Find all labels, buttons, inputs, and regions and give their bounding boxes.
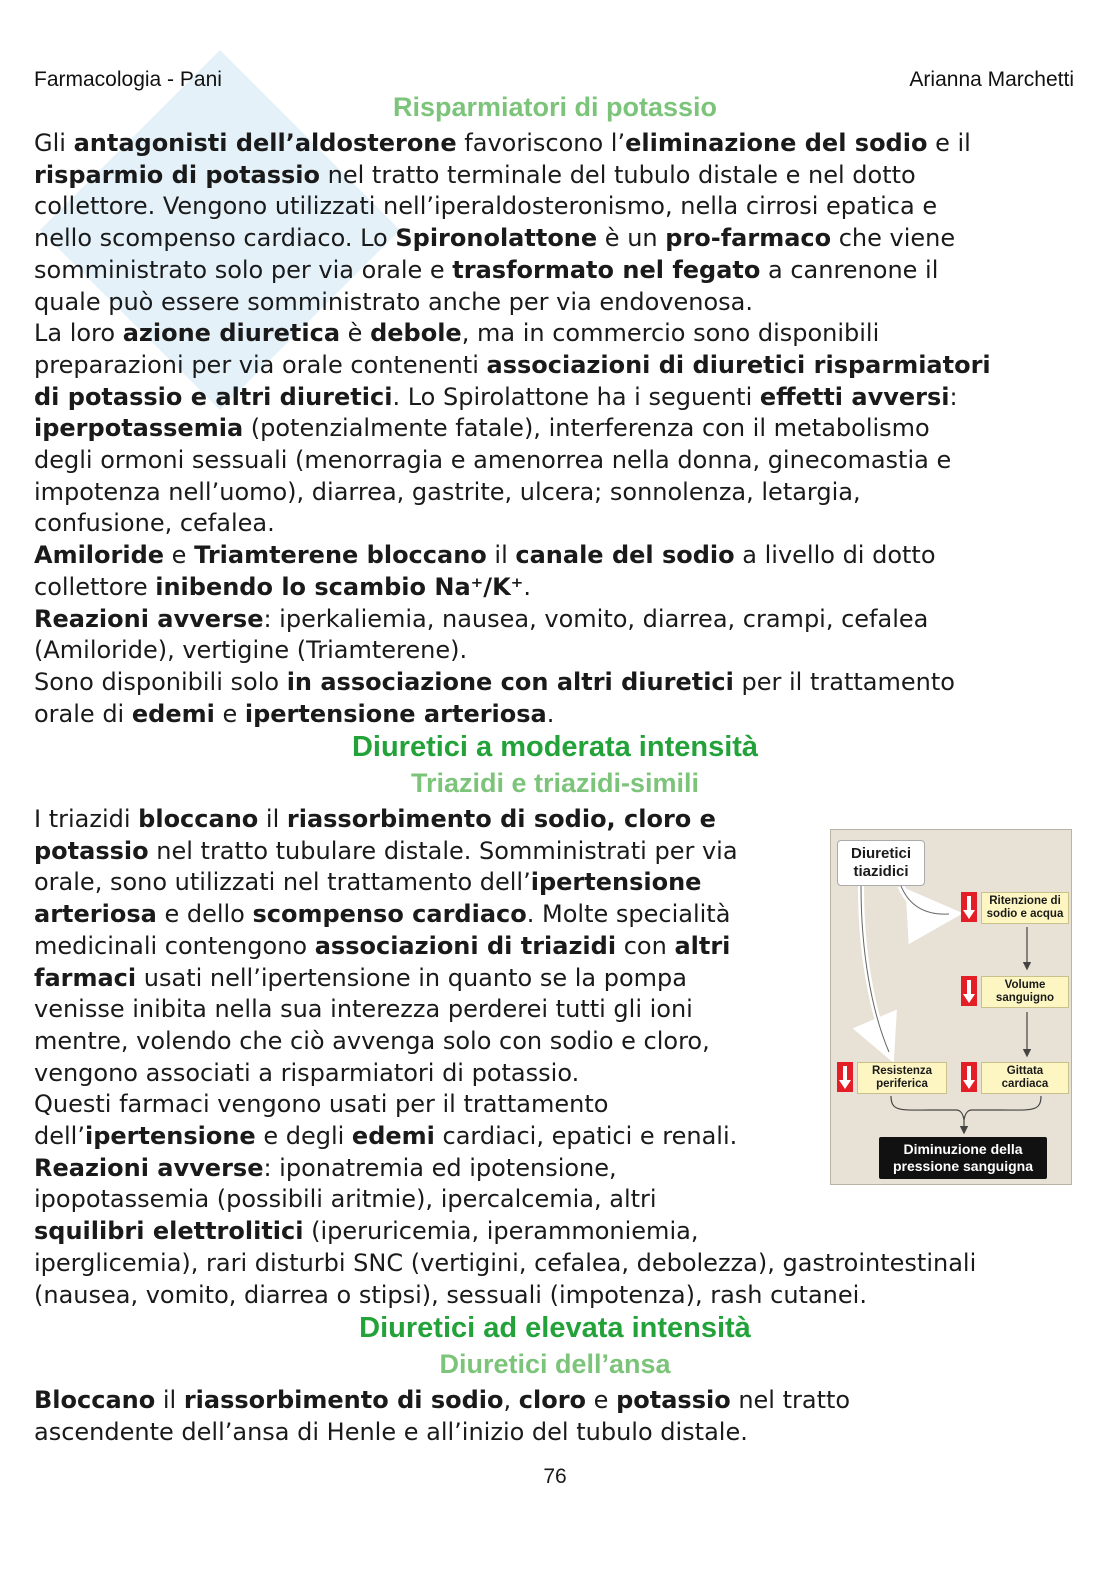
box-volume: Volume sanguigno [981, 976, 1069, 1008]
section-title-elevata: Diuretici ad elevata intensità [359, 1312, 751, 1344]
down-arrow-icon [837, 1062, 853, 1092]
paragraph-2: I triazidi bloccano il riassorbimento di sodio, cloro e potassio nel tratto tubulare distale. Somministrati per via orale, sono utilizzati nel trattamento dell’ipertensione arteriosa e dello scompenso cardiaco. Molte specialità medicinali contengono associazioni di triazidi con altri farmaci usati nell’ipertensione in quanto se la pompa venisse inibita nella sua interezza perderei tutti gli ioni mentre, volendo che ciò avvenga solo con sodio e cloro, vengono associati a risparmiatori di potassio. Questi farmaci vengono usati per il trattamento dell’ipertensione e degli edemi cardiaci, epatici e renali. Reazioni avverse: iponatremia ed ipotensione, ipopotassemia (possibili aritmie), ipercalcemia, altri squilibri elettrolitici (iperuricemia, iperammoniemia, iperglicemia), rari disturbi SNC (vertigini, cefalea, debolezza), gastrointestinali (nausea, vomito, diarrea o stipsi), sessuali (impotenza), rash cutanei. [34, 805, 977, 1309]
box-gittata: Gittata cardiaca [981, 1062, 1069, 1094]
header-right: Arianna Marchetti [909, 68, 1074, 91]
diagram-title: Diuretici tiazidici [837, 840, 925, 886]
page-number: 76 [543, 1465, 567, 1488]
down-arrow-icon [961, 1062, 977, 1092]
down-arrow-icon [961, 892, 977, 922]
down-arrow-icon [961, 976, 977, 1006]
section-subtitle-ansa: Diuretici dell’ansa [439, 1349, 671, 1379]
paragraph-3: Bloccano il riassorbimento di sodio, cloro e potassio nel tratto ascendente dell’ansa di Henle e all’inizio del tubulo distale. [34, 1386, 851, 1446]
box-ritenzione: Ritenzione di sodio e acqua [981, 892, 1069, 924]
thiazide-diagram [830, 829, 1072, 1185]
header-left: Farmacologia - Pani [34, 68, 222, 91]
section-title-risparmiatori: Risparmiatori di potassio [392, 92, 718, 122]
box-resistenza: Resistenza periferica [857, 1062, 947, 1094]
section-subtitle-triazidi: Triazidi e triazidi-simili [410, 768, 700, 798]
section-title-moderata: Diuretici a moderata intensità [351, 731, 759, 763]
box-result: Diminuzione della pressione sanguigna [879, 1137, 1047, 1179]
paragraph-1: Gli antagonisti dell’aldosterone favoriscono l’eliminazione del sodio e il risparmio di potassio nel tratto terminale del tubulo distale e nel dotto collettore. Vengono utilizzati nell’iperaldosteronismo, nella cirrosi epatica e nello scompenso cardiaco. Lo Spironolattone è un pro-farmaco che viene somministrato solo per via orale e trasformato nel fegato a canrenone il quale può essere somministrato anche per via endovenosa. La loro azione diuretica è debole, ma in commercio sono disponibili preparazioni per via orale contenenti associazioni di diuretici risparmiatori di potassio e altri diuretici. Lo Spirolattone ha i seguenti effetti avversi: iperpotassemia (potenzialmente fatale), interferenza con il metabolismo degli ormoni sessuali (menorragia e amenorrea nella donna, ginecomastia e impotenza nell’uomo), diarrea, gastrite, ulcera; sonnolenza, letargia, confusione, cefalea. Amiloride e Triamterene bloccano il canale del sodio a livello di dotto collettore inibendo lo scambio Na⁺/K⁺. Reazioni avverse: iperkaliemia, nausea, vomito, diarrea, crampi, cefalea (Amiloride), vertigine (Triamterene). Sono disponibili solo in associazione con altri diuretici per il trattamento orale di edemi e ipertensione arteriosa. [34, 129, 991, 728]
